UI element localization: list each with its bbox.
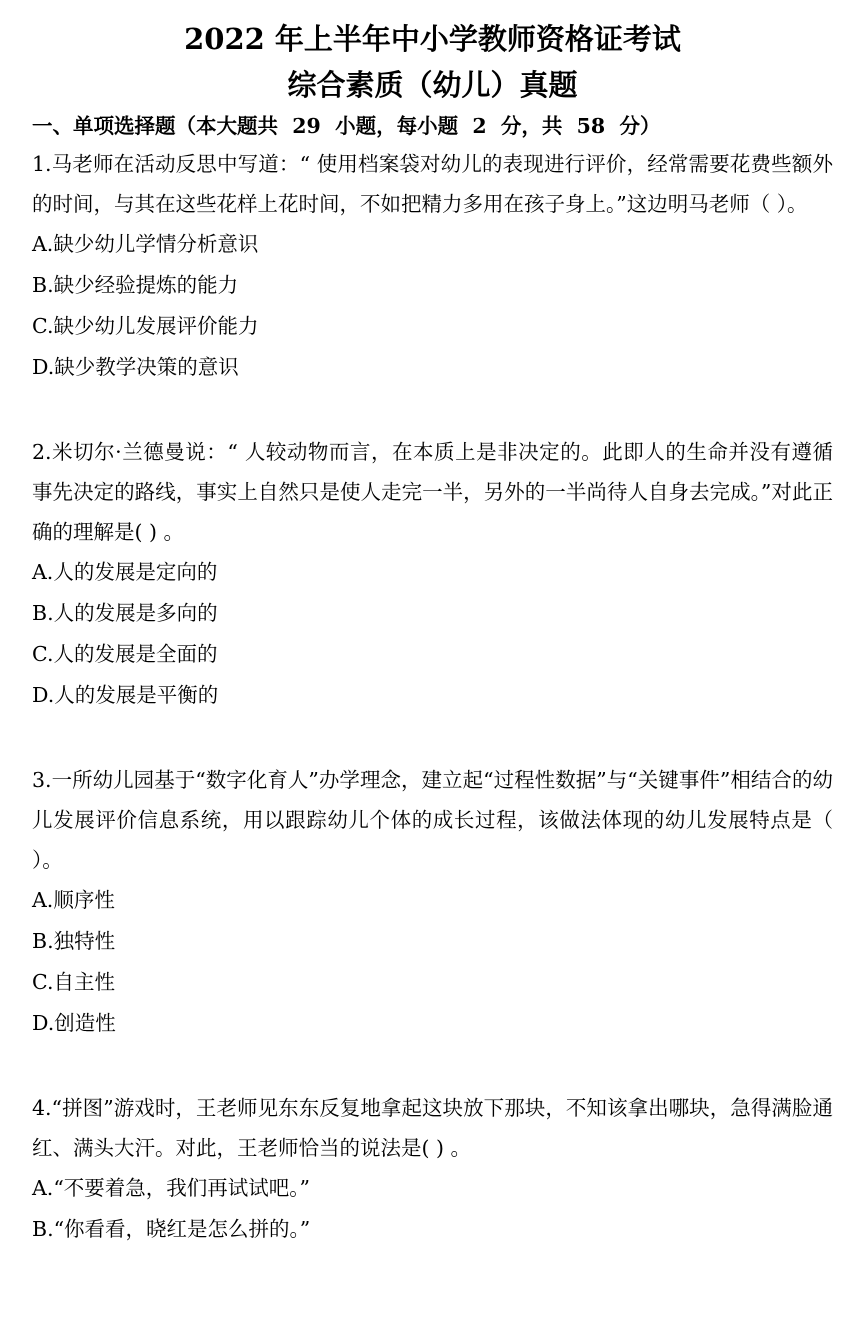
option-c: C.人的发展是全面的 — [32, 642, 218, 666]
question-4 — [32, 1088, 833, 1250]
question-stem: 4.“拼图”游戏时，王老师见东东反复地拿起这块放下那块，不知该拿出哪块，急得满脸通红、满头大汗。对此，王老师恰当的说法是( ) 。 — [32, 1096, 833, 1160]
option-a: A.缺少幼儿学情分析意识 — [32, 232, 259, 256]
section-heading: 一、单项选择题（本大题共 29 小题，每小题 2 分，共 58 分） — [32, 114, 661, 138]
option-a: A.“不要着急，我们再试试吧。” — [32, 1176, 311, 1200]
question-1 — [32, 144, 833, 388]
option-c: C.缺少幼儿发展评价能力 — [32, 314, 259, 338]
exam-title: 2022 年上半年中小学教师资格证考试 — [184, 22, 681, 56]
option-a: A.顺序性 — [32, 888, 115, 912]
option-a: A.人的发展是定向的 — [32, 560, 218, 584]
option-b: B.“你看看，晓红是怎么拼的。” — [32, 1217, 311, 1241]
question-stem: 3.一所幼儿园基于“数字化育人”办学理念，建立起“过程性数据”与“关键事件”相结合的幼儿发展评价信息系统，用以跟踪幼儿个体的成长过程，该做法体现的幼儿发展特点是（ ）。 — [32, 768, 833, 872]
option-b: B.缺少经验提炼的能力 — [32, 273, 239, 297]
question-2 — [32, 432, 833, 716]
option-d: D.人的发展是平衡的 — [32, 683, 219, 707]
question-stem: 1.马老师在活动反思中写道：“ 使用档案袋对幼儿的表现进行评价，经常需要花费些额外的时间，与其在这些花样上花时间，不如把精力多用在孩子身上。”这边明马老师（ ）。 — [32, 152, 833, 216]
question-stem: 2.米切尔·兰德曼说：“ 人较动物而言，在本质上是非决定的。此即人的生命并没有遵循事先决定的路线，事实上自然只是使人走完一半，另外的一半尚待人自身去完成。”对此正确的理解是( ) 。 — [32, 440, 833, 544]
option-d: D.缺少教学决策的意识 — [32, 355, 239, 379]
question-3 — [32, 760, 833, 1044]
option-c: C.自主性 — [32, 970, 115, 994]
exam-subtitle: 综合素质（幼儿）真题 — [287, 68, 578, 102]
option-b: B.独特性 — [32, 929, 116, 953]
option-b: B.人的发展是多向的 — [32, 601, 218, 625]
option-d: D.创造性 — [32, 1011, 116, 1035]
